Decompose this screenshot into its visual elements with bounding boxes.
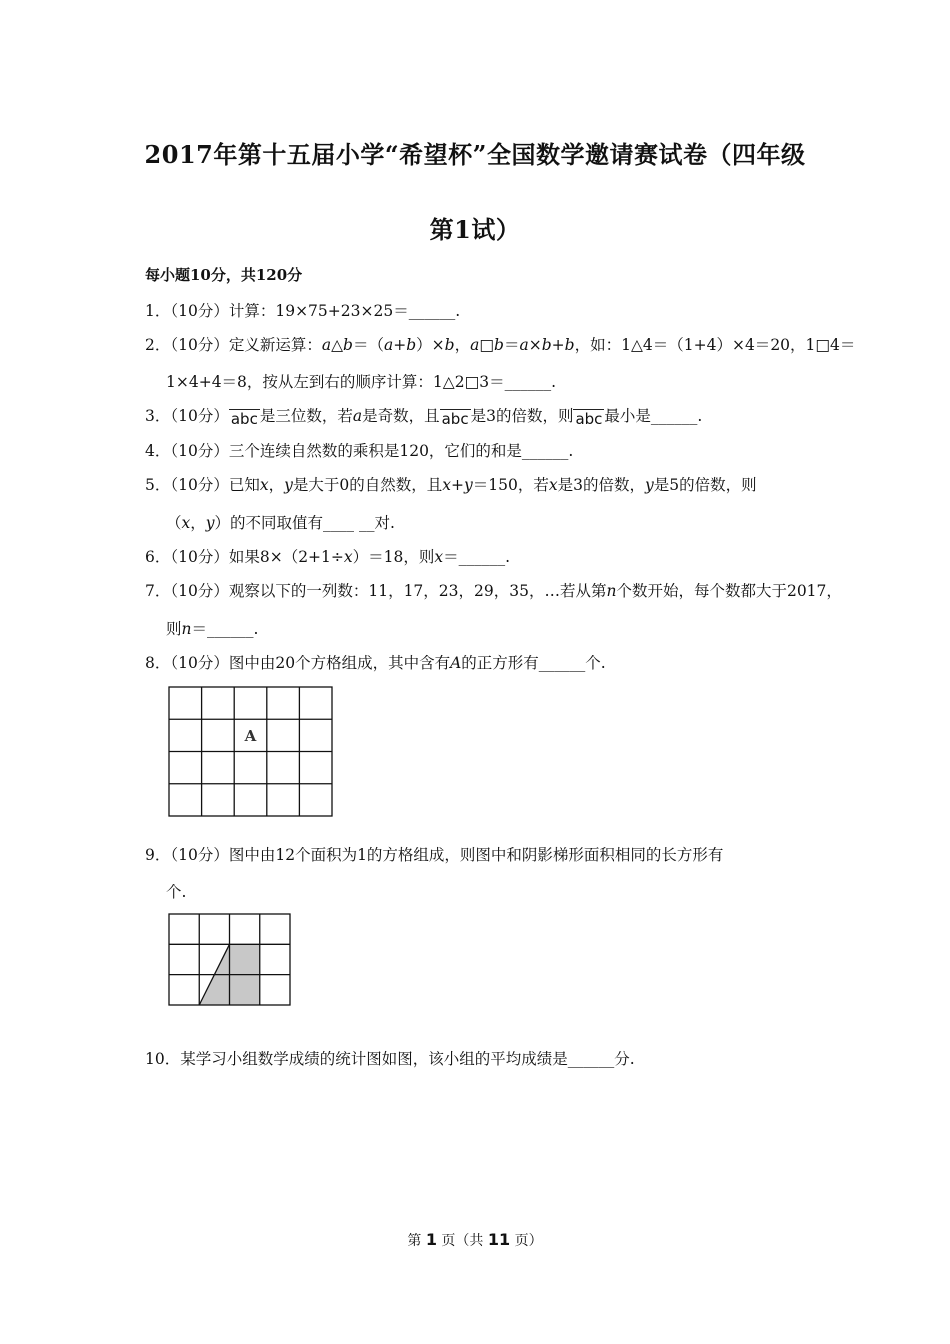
question-9: [145, 843, 723, 865]
question-number: 4．: [145, 442, 171, 460]
q8-text: （10分）图中由20个方格组成，其中含有: [170, 654, 451, 672]
q2-text: +: [393, 336, 407, 354]
var-a: a: [352, 407, 363, 425]
var-y: y: [205, 514, 215, 532]
var-y: y: [645, 476, 654, 494]
question-number: 6．: [145, 548, 171, 566]
question-number: 5．: [145, 476, 171, 494]
question-3: [145, 404, 702, 427]
question-number: 8．: [145, 654, 171, 672]
question-number: 3．: [145, 407, 171, 425]
q5-text: +: [451, 476, 465, 494]
var-y: y: [464, 476, 473, 494]
question-7-line-2: [166, 617, 258, 639]
var-n: n: [181, 620, 192, 638]
q5-text: 是5的倍数，则: [653, 476, 757, 494]
q5-text: 是大于0的自然数，且: [292, 476, 443, 494]
q2-text: □: [479, 336, 495, 354]
q3-text: （10分）: [170, 407, 229, 425]
q2-text: ，: [454, 336, 471, 354]
question-text: （10分）计算：19×75+23×25＝______.: [170, 302, 461, 320]
question-5: [145, 473, 757, 495]
q5-text: （: [166, 514, 182, 532]
var-x: x: [434, 548, 444, 566]
var-y: y: [284, 476, 293, 494]
q6-text: ）＝18，则: [352, 548, 435, 566]
title-line-2: 第1试）: [429, 215, 521, 244]
var-b: b: [444, 336, 455, 354]
var-x: x: [181, 514, 191, 532]
question-number: 9．: [145, 846, 171, 864]
question-1: [145, 299, 460, 321]
q2-text: （10分）定义新运算：: [170, 336, 322, 354]
question-2: [145, 333, 855, 355]
q2-text: ＝: [503, 336, 520, 354]
question-8: [145, 651, 606, 673]
q3-text: 最小是______.: [604, 407, 703, 425]
question-2-line-2: 1×4+4＝8，按从左到右的顺序计算：1△2□3＝______.: [166, 373, 556, 391]
q3-text: 是奇数，且: [362, 407, 440, 425]
footer-text: 页）: [510, 1233, 543, 1249]
var-b: b: [406, 336, 417, 354]
overline-abc: abc: [575, 410, 603, 428]
q7-text: （10分）观察以下的一列数：11，17，23，29，35，…若从第: [170, 582, 607, 600]
var-a: a: [470, 336, 480, 354]
overline-abc: abc: [230, 410, 258, 428]
question-text: （10分）图中由12个面积为1的方格组成，则图中和阴影梯形面积相同的长方形有: [170, 846, 724, 864]
question-5-line-2: [166, 511, 395, 533]
overline-abc: abc: [441, 410, 469, 428]
footer-text: 页（共: [436, 1233, 488, 1249]
q7-text: 个数开始，每个数都大于2017，: [616, 582, 842, 600]
page-footer: [0, 1230, 950, 1250]
q3-text: 是3的倍数，则: [470, 407, 574, 425]
question-10: [145, 1047, 635, 1069]
grid-label-a: A: [244, 727, 257, 745]
q6-text: （10分）如果8×（2+1÷: [170, 548, 344, 566]
q9-trapezoid-figure: [168, 913, 292, 1007]
question-9-line-2: 个.: [166, 883, 187, 901]
var-x: x: [259, 476, 269, 494]
q6-text: ＝______.: [443, 548, 511, 566]
section-header: 每小题10分，共120分: [145, 266, 303, 284]
var-b: b: [541, 336, 552, 354]
q8-grid-figure: [168, 686, 334, 818]
question-number: 7．: [145, 582, 171, 600]
var-n: n: [606, 582, 617, 600]
var-a: a: [383, 336, 394, 354]
q3-text: 是三位数，若: [259, 407, 353, 425]
question-7: [145, 579, 842, 601]
total-pages: 11: [487, 1230, 511, 1249]
question-4: [145, 439, 573, 461]
page-number: 1: [425, 1230, 437, 1249]
question-text: （10分）三个连续自然数的乘积是120，它们的和是______.: [170, 442, 574, 460]
var-a: A: [450, 654, 462, 672]
q7-text: ＝______.: [191, 620, 259, 638]
q5-text: 是3的倍数，: [557, 476, 645, 494]
footer-text: 第: [407, 1233, 426, 1249]
q5-text: ＝150，若: [472, 476, 549, 494]
question-number: 10．: [145, 1050, 181, 1068]
var-b: b: [343, 336, 353, 354]
q2-text: ×: [528, 336, 542, 354]
q2-text: ，如：1△4＝（1+4）×4＝20，1□4＝: [574, 336, 856, 354]
var-x: x: [548, 476, 558, 494]
var-b: b: [494, 336, 504, 354]
q2-text: △: [331, 336, 344, 354]
var-a: a: [519, 336, 529, 354]
q7-text: 则: [166, 620, 182, 638]
question-6: [145, 545, 510, 567]
question-number: 1．: [145, 302, 171, 320]
var-x: x: [442, 476, 452, 494]
q5-text: ，: [268, 476, 285, 494]
question-text: 某学习小组数学成绩的统计图如图，该小组的平均成绩是______分.: [180, 1050, 635, 1068]
var-a: a: [321, 336, 332, 354]
var-x: x: [343, 548, 353, 566]
q5-text: ，: [190, 514, 206, 532]
var-b: b: [564, 336, 575, 354]
question-number: 2．: [145, 336, 171, 354]
q2-text: ＝（: [352, 336, 384, 354]
q8-text: 的正方形有______个.: [461, 654, 606, 672]
q5-text: （10分）已知: [170, 476, 260, 494]
q2-text: ）×: [416, 336, 445, 354]
title-line-1: 2017年第十五届小学“希望杯”全国数学邀请赛试卷（四年级: [144, 140, 806, 169]
q5-text: ）的不同取值有____ __对.: [214, 514, 395, 532]
q2-text: +: [551, 336, 565, 354]
